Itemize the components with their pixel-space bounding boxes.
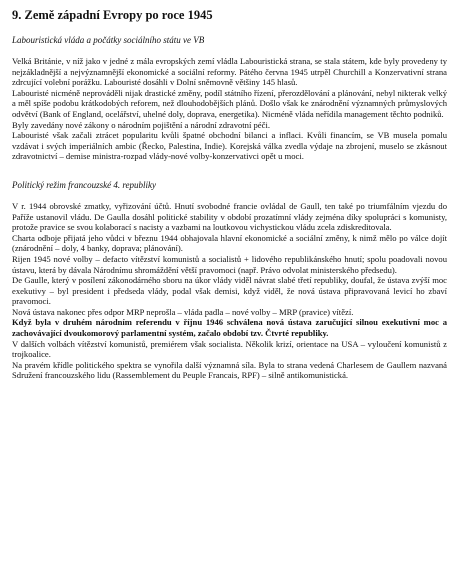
paragraph: Byly zavedány nové zákony o národním pojištění a národní zdravotní péči.: [12, 119, 270, 130]
paragraph-bold: Když byla v druhém národním referendu v říjnu 1946 schválena nová ústava zaručující silnou exekutivní moc a zachovávající dvoukomorový parlamentní systém, začalo období tzv. Čtvrté republiky.: [12, 317, 447, 339]
paragraph: Velká Británie, v níž jako v jedné z mála evropských zemí vládla Labouristická strana, se stala státem, kde byly provedeny ty nejzákladnější a nejvýznamnější ekonomické a sociální reformy. Pátého června 1945 utrpěl Churchill a Konzervativní strana zdrcující volební porážku. Labouristé dosáhli v Dolní sněmovně většiny 145 hlasů.: [12, 56, 447, 88]
section-heading-labour: Labouristická vláda a počátky sociálního státu ve VB: [12, 35, 205, 45]
paragraph: Na pravém křídle politického spektra se vynořila další významná síla. Byla to strana vedená Charlesem de Gaullem nazvaná Sdružení francouzského lidu (Rassemblement du Peuple Francais, RPF) – silně antikomunistická.: [12, 359, 447, 381]
paragraph: V r. 1944 obrovské zmatky, vyřizování účtů. Hnutí svobodné francie ovládal de Gaull, ten také po triumfálním vjezdu do Paříže ustanovil vládu. De Gaulla dosáhl politické stability v období prozatímní vlády zejména díky spolupráci s komunisty, protože pravice se svou kolaborací s nacisty a vazbami na loutkovou vichystickou vládu zcela zdiskreditovala.: [12, 200, 447, 233]
paragraph: V dalších volbách vítězství komunistů, premiérem však socialista. Několik krizí, orientace na USA – vyloučení komunistů z trojkoalice.: [12, 338, 447, 360]
paragraph: Labouristé nicméně neprováděli nijak drastické změny, podíl státního řízení, přerozdělování a plánování, nebyl nikterak velký a měl spíše podobu krátkodobých reforem, než dlouhodobějších plánů. Došlo však ke znárodnění významných průmyslových odvětví (Bank of England, ocelářství, uhelné doly, doprava, energetika). Nicméně vláda neřídila management těchto podniků.: [12, 87, 447, 119]
paragraph: Labouristé však začali ztrácet popularitu kvůli špatné obchodní bilanci a inflaci. Kvůli financím, se VB musela pomalu vzdávat i svých imperiálních ambic (Řecko, Palestina, Indie). Korejská válka zvedla výdaje na zbrojení, muselo se zkásnout zdravotnictví – demise ministra-rozpad vlády-nové volby-konzervativci opět u moci.: [12, 130, 447, 162]
paragraph: Charta odboje přijatá jeho vůdci v březnu 1944 obhajovala hlavní ekonomické a sociální změny, k nimž mělo po válce dojít (znárodnění – doly, 4 banky, doprava; plánování).: [12, 232, 447, 254]
section-heading-france: Politický režim francouzské 4. republiky: [12, 179, 157, 190]
paragraph: Rijen 1945 nové volby – defacto vítězství komunistů a socialistů + lidového republikánského hnutí; spolu poadovali novou ústavu, která by dávala Národnímu shromáždění větší pravomoci (např. Právo odvolat ministerského předsedu).: [12, 253, 447, 275]
section-france: [12, 201, 447, 381]
spacer: [12, 170, 447, 180]
paragraph: Nová ústava nakonec přes odpor MRP neprošla – vláda padla – nové volby – MRP (pravice) vítězí.: [12, 306, 354, 317]
section-labour: [12, 56, 447, 162]
page-title: 9. Země západní Evropy po roce 1945: [12, 8, 213, 22]
paragraph: De Gaulle, který v posílení zákonodárného sboru na úkor vlády viděl návrat slabé třetí republiky, doufal, že ústava zvýší moc exekutivy – byl president i předseda vlády, podal však demisi, když viděl, že nová ústava připravovaná levicí ho zbaví pravomoci.: [12, 275, 447, 307]
